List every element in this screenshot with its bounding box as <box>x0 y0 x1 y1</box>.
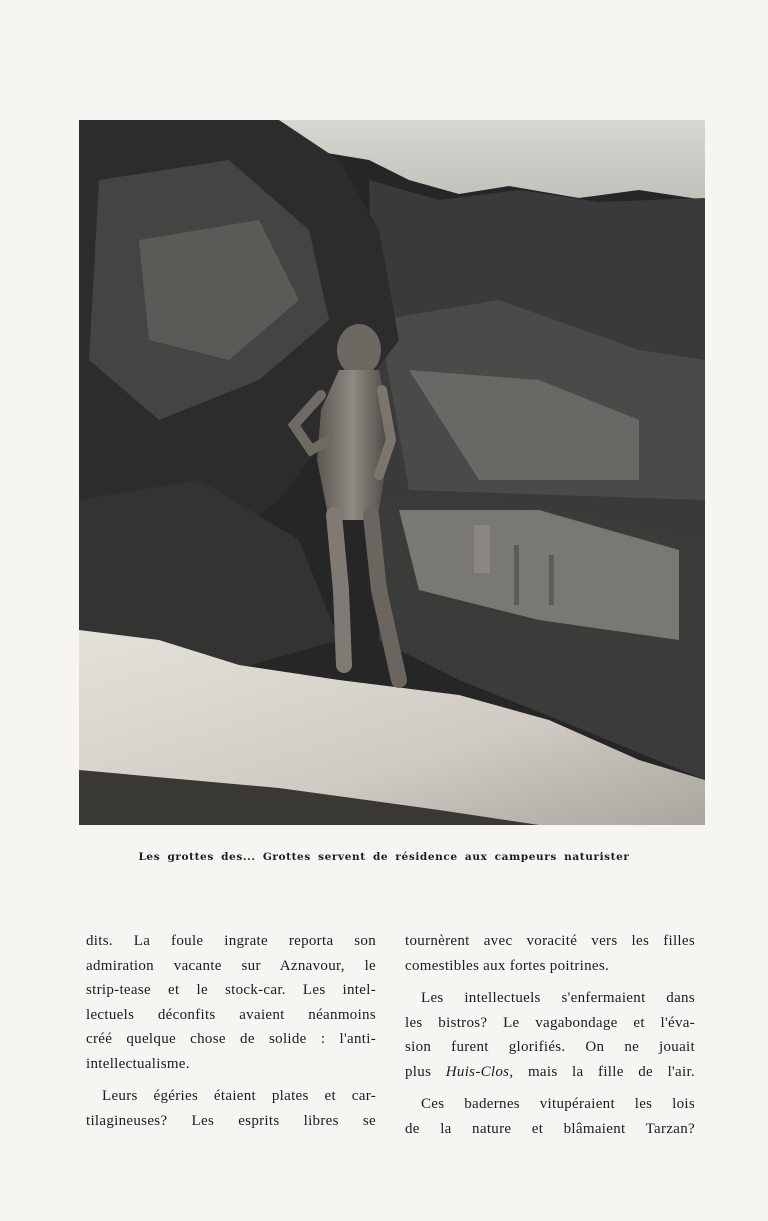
text-fragment: mais la fille de l'air. <box>513 1063 695 1080</box>
text-line: de la nature et blâmaient Tarzan? <box>405 1120 695 1137</box>
text-line: Ces badernes vitupéraient les lois <box>421 1096 695 1112</box>
paragraph <box>405 1092 695 1141</box>
text-line: les bistros? Le vagabondage et l'éva- <box>405 1014 695 1031</box>
paragraph <box>405 986 695 1084</box>
text-line: tilagineuses? Les esprits libres se <box>86 1112 376 1129</box>
photo-caption: Les grottes des... Grottes servent de résidence aux campeurs naturister <box>138 851 630 863</box>
text-line: intellectualisme. <box>86 1055 190 1072</box>
paragraph <box>86 929 376 1076</box>
text-line: Leurs égéries étaient plates et car- <box>102 1088 376 1104</box>
text-line: lectuels déconfits avaient néanmoins <box>86 1006 376 1023</box>
text-line: tournèrent avec voracité vers les filles <box>405 933 695 949</box>
text-fragment: plus <box>405 1063 446 1080</box>
right-text-column <box>405 929 695 1149</box>
text-line: créé quelque chose de solide : l'anti- <box>86 1031 376 1047</box>
text-line: sion furent glorifiés. On ne jouait <box>405 1039 695 1055</box>
text-line: dits. La foule ingrate reporta son <box>86 933 376 949</box>
text-line: comestibles aux fortes poitrines. <box>405 957 610 974</box>
paragraph <box>86 1084 376 1133</box>
text-line: strip-tease et le stock-car. Les intel- <box>86 982 376 998</box>
play-title: Huis-Clos, <box>445 1063 514 1080</box>
paragraph <box>405 929 695 978</box>
text-line <box>405 1060 695 1085</box>
text-line: Les intellectuels s'enfermaient dans <box>421 990 695 1006</box>
text-line: admiration vacante sur Aznavour, le <box>86 957 376 974</box>
photograph <box>79 120 705 825</box>
left-text-column <box>86 929 376 1141</box>
